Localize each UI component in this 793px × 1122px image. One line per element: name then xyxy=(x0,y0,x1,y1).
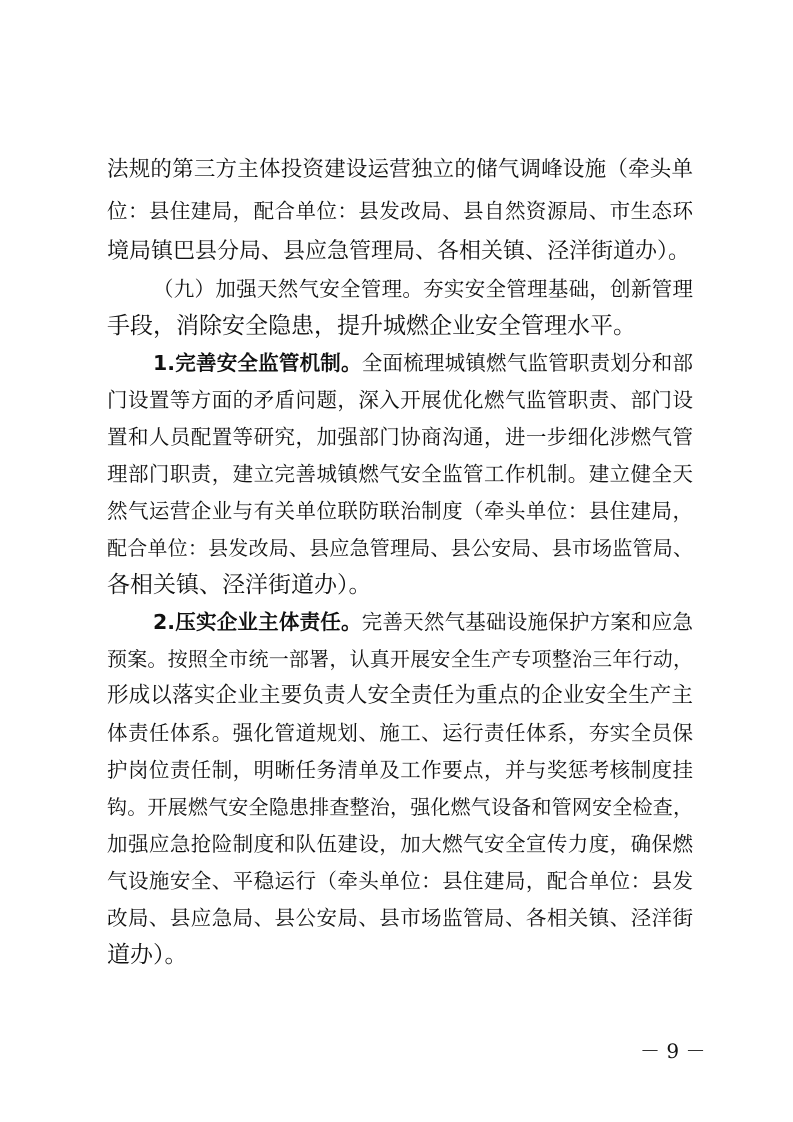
body-text-line: 置和人员配置等研究，加强部门协商沟通，进一步细化涉燃气管 xyxy=(107,425,693,449)
body-text-line: 气设施安全、平稳运行（牵头单位：县住建局，配合单位：县发 xyxy=(107,869,693,893)
body-text-line: 各相关镇、泾洋街道办）。 xyxy=(107,572,372,598)
body-text-line: 境局镇巴县分局、县应急管理局、各相关镇、泾洋街道办）。 xyxy=(107,239,691,264)
body-text-line: 然气运营企业与有关单位联防联治制度（牵头单位：县住建局， xyxy=(107,499,693,523)
subsection-2-heading: 2.压实企业主体责任。 xyxy=(153,610,362,634)
body-text-line: 位：县住建局，配合单位：县发改局、县自然资源局、市生态环 xyxy=(107,199,693,223)
body-text-line: 门设置等方面的矛盾问题，深入开展优化燃气监管职责、部门设 xyxy=(107,388,693,412)
subsection-1-line xyxy=(153,344,693,382)
subsection-1-text: 全面梳理城镇燃气监管职责划分和部 xyxy=(361,351,693,375)
body-text-line: 护岗位责任制，明晰任务清单及工作要点，并与奖惩考核制度挂 xyxy=(107,758,693,782)
body-text-line: 改局、县应急局、县公安局、县市场监管局、各相关镇、泾洋街 xyxy=(107,906,693,930)
body-text-line: 道办）。 xyxy=(107,942,188,968)
body-text-line: 加强应急抢险制度和队伍建设，加大燃气安全宣传力度，确保燃 xyxy=(107,832,693,856)
body-text-line: 钩。开展燃气安全隐患排查整治，强化燃气设备和管网安全检查， xyxy=(107,795,693,819)
subsection-2-line xyxy=(153,603,693,641)
subsection-1-heading: 1.完善安全监管机制。 xyxy=(153,351,362,375)
body-text-line: 预案。按照全市统一部署，认真开展安全生产专项整治三年行动， xyxy=(107,647,693,671)
body-text-line: 手段，消除安全隐患，提升城燃企业安全管理水平。 xyxy=(107,313,636,339)
body-text-line: 配合单位：县发改局、县应急管理局、县公安局、县市场监管局、 xyxy=(107,536,693,560)
body-text-line: 形成以落实企业主要负责人安全责任为重点的企业安全生产主 xyxy=(107,683,693,708)
body-text-line: 体责任体系。强化管道规划、施工、运行责任体系，夯实全员保 xyxy=(107,721,693,745)
body-text-line: 理部门职责，建立完善城镇燃气安全监管工作机制。建立健全天 xyxy=(107,462,693,486)
subsection-2-text: 完善天然气基础设施保护方案和应急 xyxy=(361,610,693,634)
section-heading-line: （九）加强天然气安全管理。夯实安全管理基础，创新管理 xyxy=(153,277,693,301)
body-text-line: 法规的第三方主体投资建设运营独立的储气调峰设施（牵头单 xyxy=(107,157,693,182)
page-number: － 9 － xyxy=(640,1039,706,1063)
